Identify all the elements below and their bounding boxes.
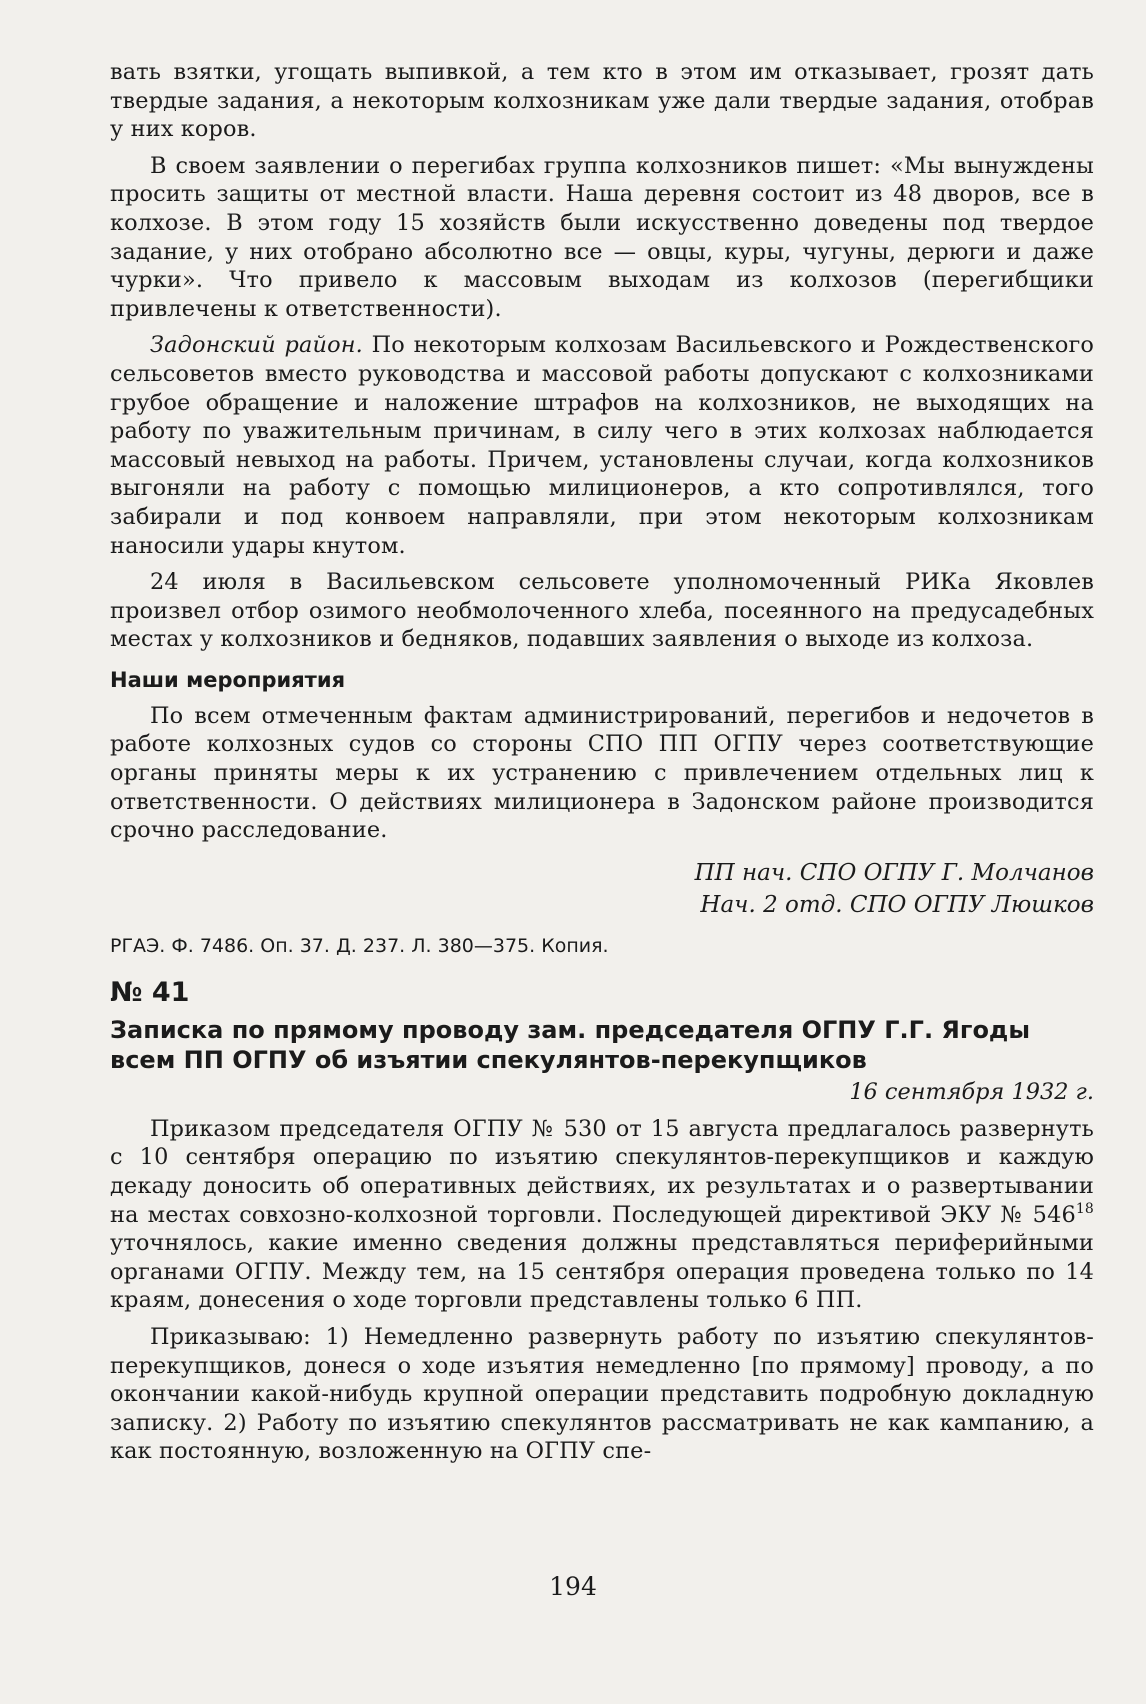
paragraph-orders: Приказываю: 1) Немедленно развернуть работу по изъятию спекулянтов-перекупщиков, донеся о ходе изъятия немедленно [по прямому] проводу, а по окончании какой-нибудь крупной операции представить подробную докладную записку. 2) Работу по изъятию спекулянтов рассматривать не как кампанию, а как постоянную, возложенную на ОГПУ спе- bbox=[110, 1324, 1094, 1465]
district-label: Задонский район. bbox=[150, 332, 363, 359]
footnote-mark: 18 bbox=[1075, 1200, 1094, 1217]
order-text-b: уточнялось, какие именно сведения должны представляться периферийными органами ОГПУ. Между тем, на 15 сентября операция проведена только по 14 краям, донесения о ходе торговли представлены только 6 ПП. bbox=[110, 1230, 1094, 1314]
section-heading: Наши мероприятия bbox=[110, 667, 346, 692]
signature-line: ПП нач. СПО ОГПУ Г. Молчанов bbox=[694, 859, 1094, 886]
document-number: № 41 bbox=[110, 976, 190, 1008]
paragraph-complaint: В своем заявлении о перегибах группа колхозников пишет: «Мы вынуждены просить защиты от местной власти. Наша деревня состоит из 48 дворов, все в колхозе. В этом году 15 хозяйств были искусственно доведены под твердое задание, у них отобрано абсолютно все — овцы, куры, чугуны, дерюги и даже чурки». Что привело к массовым выходам из колхозов (перегибщики привлечены к ответственности). bbox=[110, 152, 1094, 322]
archive-source: РГАЭ. Ф. 7486. Оп. 37. Д. 237. Л. 380—375. Копия. bbox=[110, 934, 609, 957]
document-date: 16 сентября 1932 г. bbox=[849, 1078, 1094, 1105]
zadonsky-text: По некоторым колхозам Васильевского и Рождественского сельсоветов вместо руководства и массовой работы допускают с колхозниками грубое обращение и наложение штрафов на колхозников, не выходящих на работу по уважительным причинам, в силу чего в этих колхозах наблюдается массовый невыход на работы. Причем, установлены случаи, когда колхозников выгоняли на работу с помощью милиционеров, а кто сопротивлялся, того забирали и под конвоем направляли, при этом некоторым колхозникам наносили удары кнутом. bbox=[110, 332, 1095, 559]
paragraph-continuation: вать взятки, угощать выпивкой, а тем кто в этом им отказывает, грозят дать твердые задания, а некоторым колхозникам уже дали твердые задания, отобрав у них коров. bbox=[110, 59, 1094, 143]
signature-line: Нач. 2 отд. СПО ОГПУ Люшков bbox=[700, 891, 1094, 918]
paragraph-order bbox=[110, 1115, 1094, 1315]
document-title: Записка по прямому проводу зам. председателя ОГПУ Г.Г. Ягоды всем ПП ОГПУ об изъятии спекулянтов-перекупщиков bbox=[110, 1015, 1031, 1074]
signature-block bbox=[110, 857, 1094, 921]
paragraph-measures: По всем отмеченным фактам администрирований, перегибов и недочетов в работе колхозных судов со стороны СПО ПП ОГПУ через соответствующие органы приняты меры к их устранению с привлечением отдельных лиц к ответственности. О действиях милиционера в Задонском районе производится срочно расследование. bbox=[110, 702, 1094, 844]
paragraph-zadonsky bbox=[110, 331, 1094, 560]
order-text-a: Приказом председателя ОГПУ № 530 от 15 августа предлагалось развернуть с 10 сентября операцию по изъятию спекулянтов-перекупщиков и каждую декаду доносить об оперативных действиях, их результатах и о развертывании на местах совхозно-колхозной торговли. Последующей директивой ЭКУ № 546 bbox=[110, 1115, 1094, 1228]
text-column bbox=[110, 58, 1094, 1466]
paragraph-july: 24 июля в Васильевском сельсовете уполномоченный РИКа Яковлев произвел отбор озимого необмолоченного хлеба, посеянного на предусадебных местах у колхозников и бедняков, подавших заявления о выходе из колхоза. bbox=[110, 569, 1094, 653]
page-number: 194 bbox=[549, 1572, 597, 1601]
